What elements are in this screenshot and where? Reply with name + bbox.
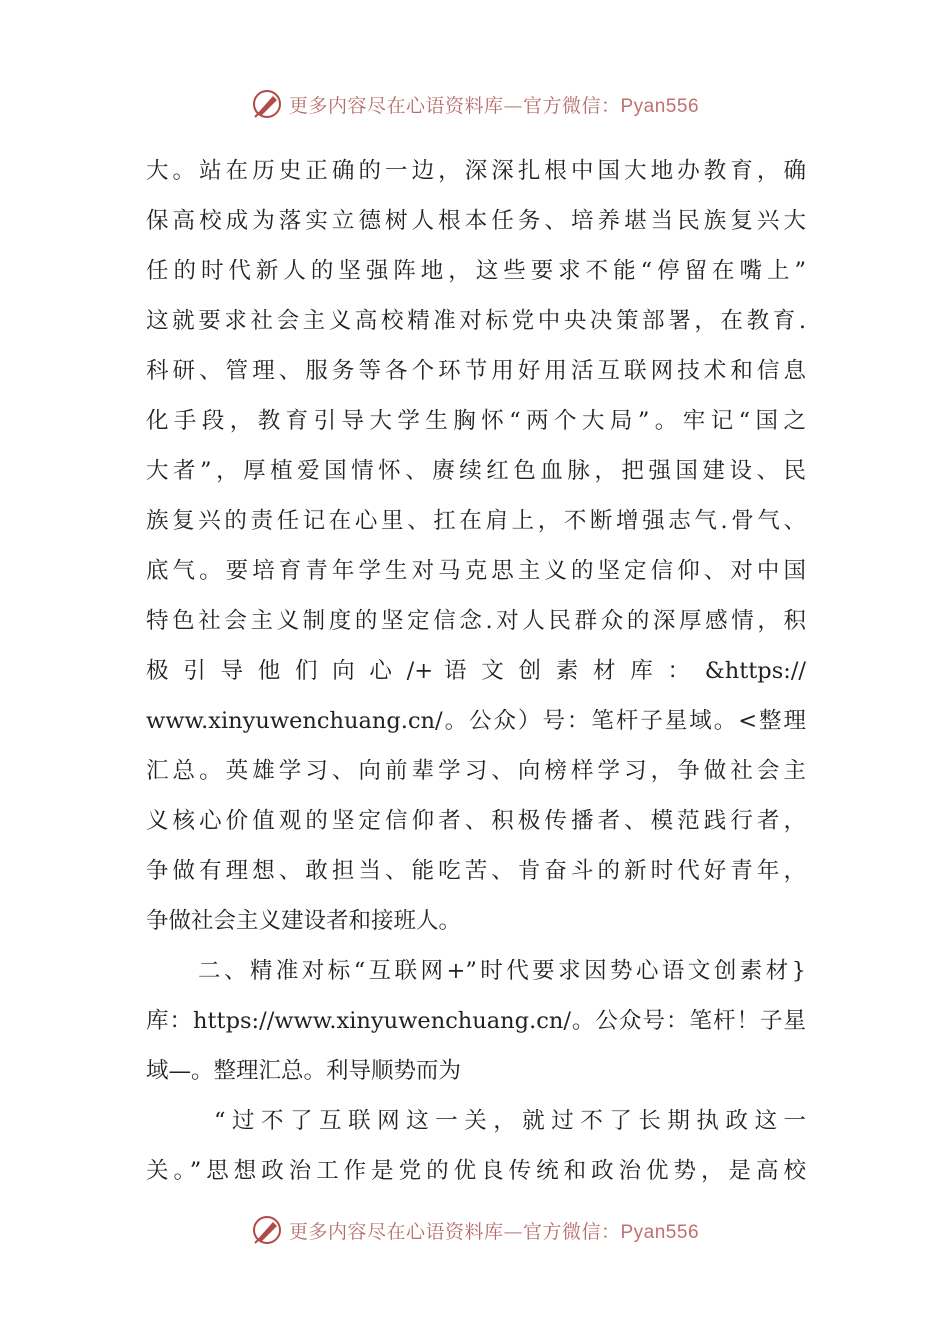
body-line: 任的时代新人的坚强阵地，这些要求不能“停留在嘴上”: [146, 258, 806, 284]
body-line: 极 引 导 他 们 向 心 /+ 语 文 创 素 材 库 ： &https://: [146, 658, 806, 684]
body-line: 化手段，教育引导大学生胸怀“两个大局”。牢记“国之: [146, 408, 806, 434]
body-line: 争做社会主义建设者和接班人。: [146, 908, 462, 934]
section-heading-line: 二、精准对标“互联网+”时代要求因势心语文创素材}: [198, 958, 806, 984]
pen-logo-icon: [251, 88, 283, 120]
header-watermark-banner: [0, 82, 950, 126]
body-line: 大者”，厚植爱国情怀、赓续红色血脉，把强国建设、民: [146, 458, 806, 484]
body-line: 这就要求社会主义高校精准对标党中央决策部署，在教育.: [146, 308, 806, 334]
footer-banner-cn: 更多内容尽在心语资料库: [288, 1220, 504, 1243]
header-banner-official: 官方微信：: [522, 94, 621, 117]
footer-banner-dash: —: [503, 1220, 523, 1243]
body-line: 域—。整理汇总。利导顺势而为: [146, 1058, 462, 1084]
body-line: 义核心价值观的坚定信仰者、积极传播者、模范践行者，: [146, 808, 806, 834]
body-line: 争做有理想、敢担当、能吃苦、肯奋斗的新时代好青年，: [146, 858, 806, 884]
footer-watermark-banner: [0, 1208, 950, 1252]
body-line: 大。站在历史正确的一边，深深扎根中国大地办教育，确: [146, 158, 806, 184]
body-line: 汇总。英雄学习、向前辈学习、向榜样学习，争做社会主: [146, 758, 806, 784]
body-line: 保高校成为落实立德树人根本任务、培养堪当民族复兴大: [146, 208, 806, 234]
body-line: 底气。要培育青年学生对马克思主义的坚定信仰、对中国: [146, 558, 806, 584]
header-banner-wechat-id: Pyan556: [620, 95, 700, 117]
body-line: 库：https://www.xinyuwenchuang.cn/。公众号：笔杆！子星: [146, 1008, 806, 1034]
body-line: 族复兴的责任记在心里、扛在肩上，不断增强志气.骨气、: [146, 508, 806, 534]
body-line: 关。”思想政治工作是党的优良传统和政治优势，是高校: [146, 1158, 806, 1184]
document-body: [146, 146, 806, 1196]
body-line: 特色社会主义制度的坚定信念.对人民群众的深厚感情，积: [146, 608, 806, 634]
body-line: www.xinyuwenchuang.cn/。公众）号：笔杆子星域。<整理: [146, 708, 806, 734]
body-line: 科研、管理、服务等各个环节用好用活互联网技术和信息: [146, 358, 806, 384]
body-line: “过不了互联网这一关，就过不了长期执政这一: [214, 1108, 806, 1134]
footer-banner-text: [289, 1217, 699, 1244]
header-banner-text: [289, 91, 699, 118]
header-banner-cn: 更多内容尽在心语资料库: [288, 94, 504, 117]
pen-logo-icon: [251, 1214, 283, 1246]
footer-banner-wechat-id: Pyan556: [620, 1221, 700, 1243]
footer-banner-official: 官方微信：: [522, 1220, 621, 1243]
header-banner-dash: —: [503, 94, 523, 117]
